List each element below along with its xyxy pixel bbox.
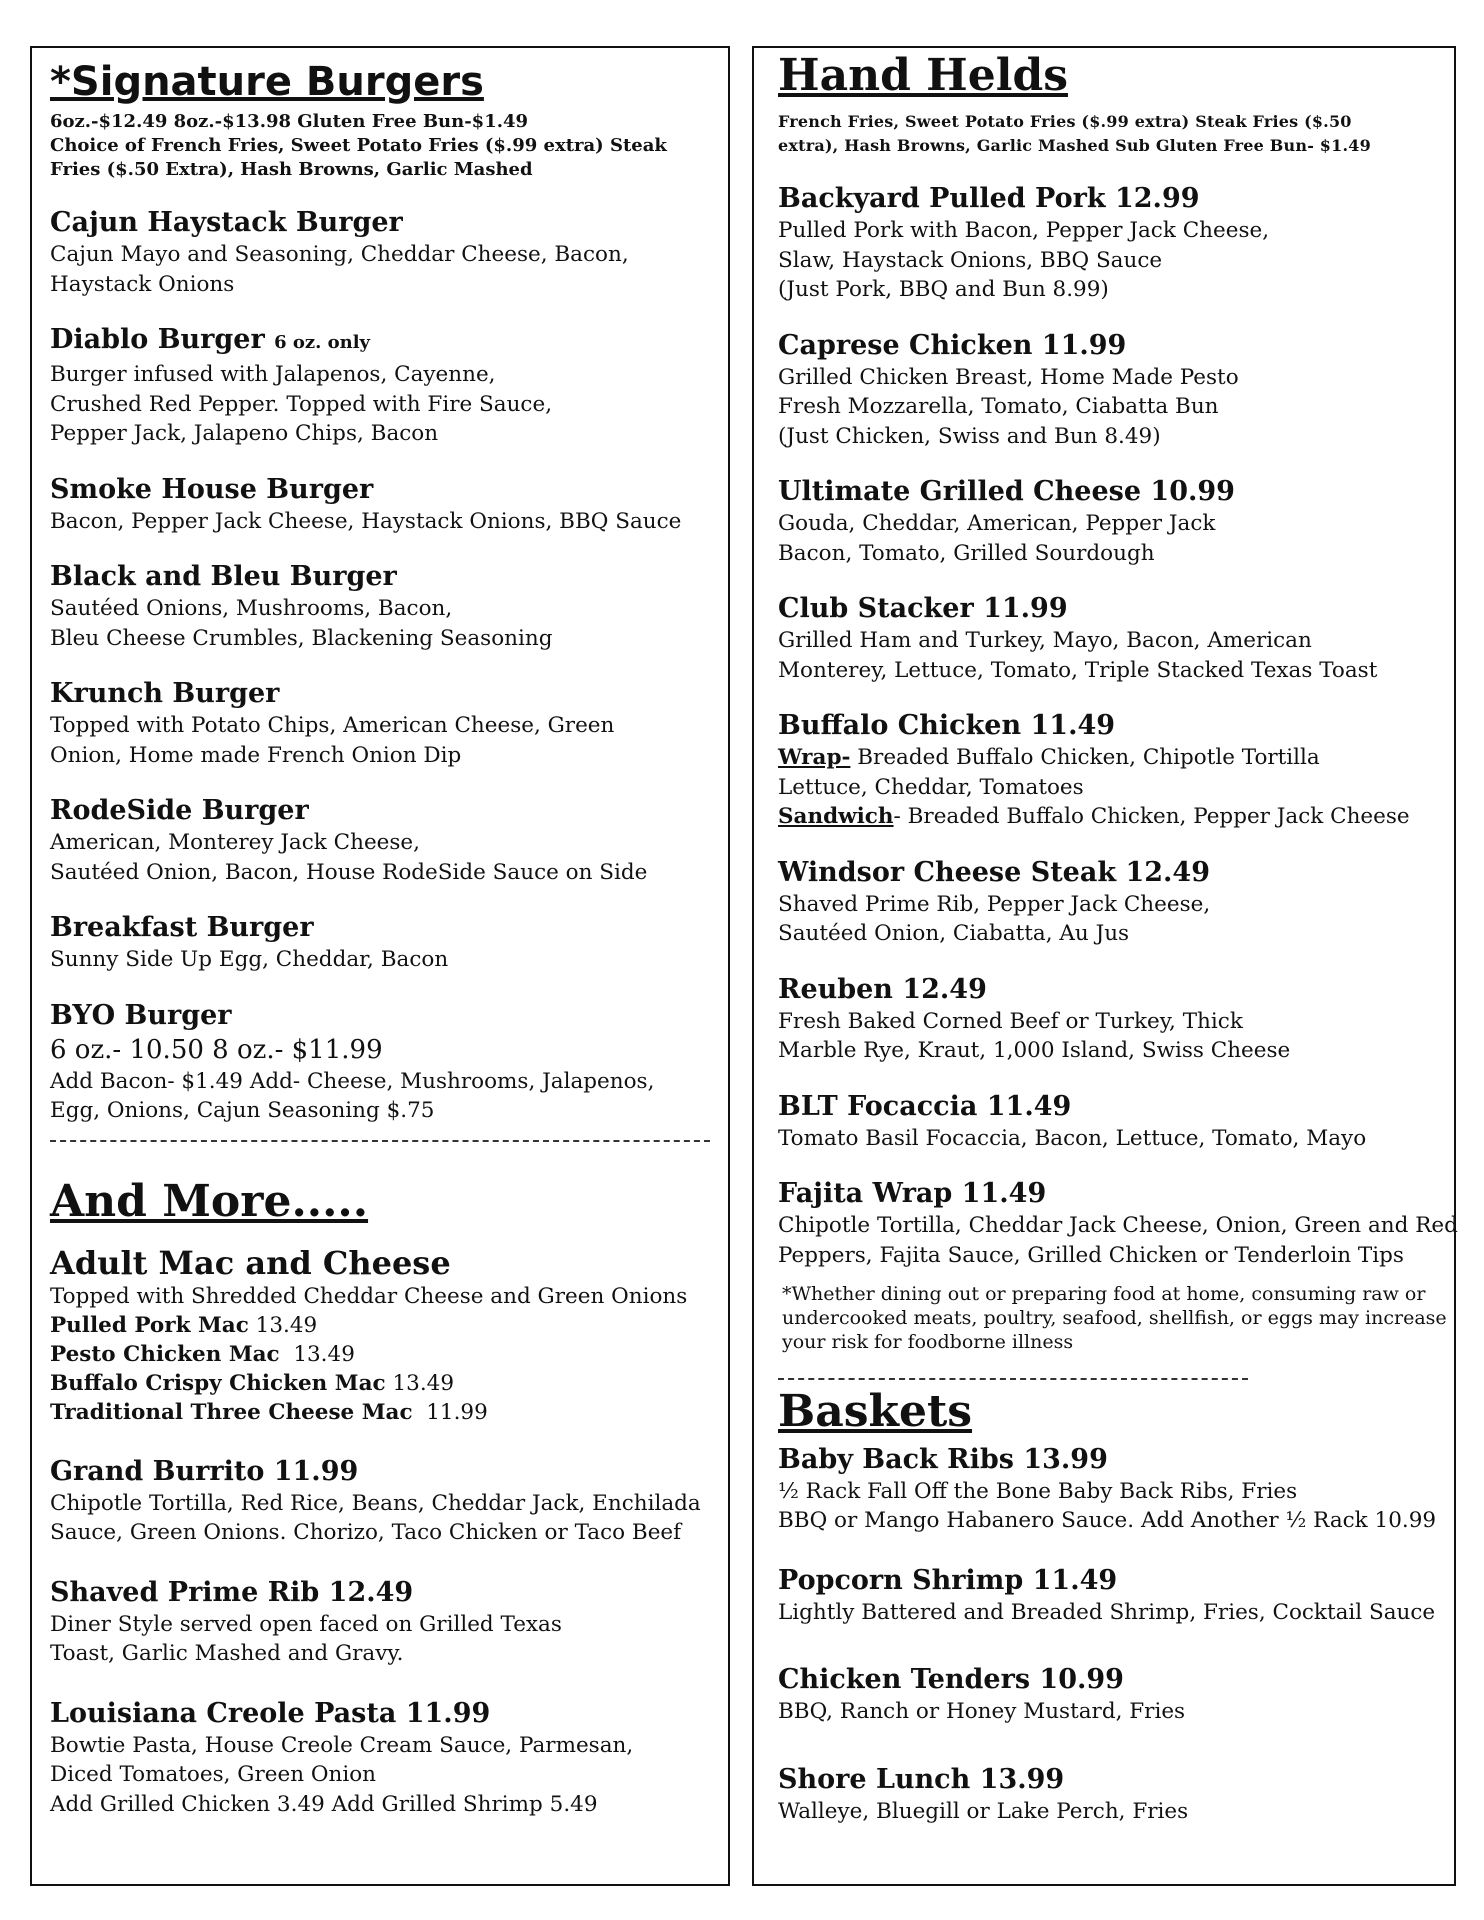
menu-item bbox=[50, 1576, 714, 1669]
item-name: Club Stacker 11.99 bbox=[778, 593, 1068, 625]
mac-option-name: Pesto Chicken Mac bbox=[50, 1341, 280, 1367]
disclaimer-line: your risk for foodborne illness bbox=[782, 1331, 1074, 1354]
disclaimer-line: *Whether dining out or preparing food at home, consuming raw or bbox=[782, 1283, 1426, 1306]
item-desc: Sautéed Onion, Bacon, House RodeSide Sauce on Side bbox=[50, 859, 648, 885]
and-more-title: And More..... bbox=[50, 1175, 369, 1227]
item-desc: Toast, Garlic Mashed and Gravy. bbox=[50, 1641, 404, 1667]
signature-burgers-title: *Signature Burgers bbox=[50, 59, 484, 105]
item-name: Backyard Pulled Pork 12.99 bbox=[778, 183, 1200, 215]
sandwich-label: Sandwich bbox=[778, 804, 894, 830]
item-desc: Pepper Jack, Jalapeno Chips, Bacon bbox=[50, 421, 439, 446]
item-desc: American, Monterey Jack Cheese, bbox=[50, 830, 420, 855]
mac-option bbox=[50, 1398, 714, 1427]
wrap-label: Wrap- bbox=[778, 745, 851, 771]
mac-desc: Topped with Shredded Cheddar Cheese and Green Onions bbox=[50, 1283, 688, 1309]
item-desc: Fresh Baked Corned Beef or Turkey, Thick bbox=[778, 1008, 1243, 1034]
item-desc: Fresh Mozzarella, Tomato, Ciabatta Bun bbox=[778, 394, 1219, 420]
mac-option-name: Buffalo Crispy Chicken Mac bbox=[50, 1370, 386, 1396]
item-desc: Sunny Side Up Egg, Cheddar, Bacon bbox=[50, 947, 449, 972]
menu-item bbox=[778, 1564, 1442, 1628]
item-desc: Diced Tomatoes, Green Onion bbox=[50, 1762, 377, 1788]
item-price-line: 6 oz.- 10.50 8 oz.- $11.99 bbox=[50, 1034, 383, 1065]
item-name: Cajun Haystack Burger bbox=[50, 207, 403, 238]
item-desc: Sauce, Green Onions. Chorizo, Taco Chicken or Taco Beef bbox=[50, 1520, 682, 1546]
menu-item bbox=[50, 794, 714, 887]
item-desc: (Just Chicken, Swiss and Bun 8.49) bbox=[778, 423, 1161, 449]
item-desc: Grilled Chicken Breast, Home Made Pesto bbox=[778, 364, 1239, 390]
item-desc: Gouda, Cheddar, American, Pepper Jack bbox=[778, 511, 1216, 537]
baskets-title: Baskets bbox=[778, 1386, 973, 1438]
item-name: Diablo Burger bbox=[50, 324, 265, 355]
item-desc: Peppers, Fajita Sauce, Grilled Chicken or Tenderloin Tips bbox=[778, 1242, 1404, 1268]
item-desc: Shaved Prime Rib, Pepper Jack Cheese, bbox=[778, 891, 1211, 917]
menu-item bbox=[778, 1663, 1442, 1727]
mac-option-name: Traditional Three Cheese Mac bbox=[50, 1399, 413, 1425]
menu-item bbox=[778, 1443, 1442, 1536]
mac-option-price: 13.49 bbox=[255, 1312, 318, 1338]
signature-note-line: Choice of French Fries, Sweet Potato Fries ($.99 extra) Steak bbox=[50, 135, 667, 156]
item-desc: Onion, Home made French Onion Dip bbox=[50, 742, 462, 768]
item-name: Louisiana Creole Pasta 11.99 bbox=[50, 1697, 491, 1729]
mac-option-price: 11.99 bbox=[426, 1399, 488, 1425]
item-desc: Pulled Pork with Bacon, Pepper Jack Cheese, bbox=[778, 218, 1270, 244]
item-name: BYO Burger bbox=[50, 999, 232, 1031]
menu-item bbox=[50, 1697, 714, 1820]
menu-item bbox=[778, 329, 1442, 452]
item-desc: BBQ or Mango Habanero Sauce. Add Another ½ Rack 10.99 bbox=[778, 1508, 1437, 1534]
item-desc: Topped with Potato Chips, American Cheese, Green bbox=[50, 713, 615, 738]
item-desc: ½ Rack Fall Off the Bone Baby Back Ribs, Fries bbox=[778, 1478, 1298, 1504]
item-name: Krunch Burger bbox=[50, 678, 280, 709]
sandwich-desc: - Breaded Buffalo Chicken, Pepper Jack Cheese bbox=[893, 804, 1410, 830]
menu-item bbox=[778, 592, 1442, 685]
mac-option bbox=[50, 1369, 714, 1398]
item-name: Buffalo Chicken 11.49 bbox=[778, 710, 1116, 742]
section-divider bbox=[50, 1140, 710, 1142]
item-name: RodeSide Burger bbox=[50, 795, 309, 826]
item-desc: Chipotle Tortilla, Red Rice, Beans, Cheddar Jack, Enchilada bbox=[50, 1490, 701, 1516]
mac-title: Adult Mac and Cheese bbox=[50, 1243, 451, 1282]
menu-item bbox=[50, 1455, 714, 1548]
hand-helds-title: Hand Helds bbox=[778, 50, 1068, 101]
item-desc: Bacon, Pepper Jack Cheese, Haystack Onions, BBQ Sauce bbox=[50, 508, 682, 534]
item-desc: Egg, Onions, Cajun Seasoning $.75 bbox=[50, 1098, 435, 1123]
mac-option bbox=[50, 1340, 714, 1369]
signature-note-line: 6oz.-$12.49 8oz.-$13.98 Gluten Free Bun-$1.49 bbox=[50, 111, 529, 132]
item-name: Fajita Wrap 11.49 bbox=[778, 1178, 1047, 1210]
buffalo-wrap-line bbox=[778, 743, 1442, 773]
hand-helds-panel bbox=[752, 46, 1456, 1886]
item-name: Ultimate Grilled Cheese 10.99 bbox=[778, 476, 1235, 508]
mac-and-cheese-block bbox=[50, 1244, 714, 1427]
item-name: Shore Lunch 13.99 bbox=[778, 1763, 1065, 1795]
item-desc: Monterey, Lettuce, Tomato, Triple Stacked Texas Toast bbox=[778, 657, 1378, 683]
menu-item bbox=[778, 1090, 1442, 1154]
section-divider bbox=[778, 1378, 1248, 1380]
item-desc: Sautéed Onions, Mushrooms, Bacon, bbox=[50, 596, 453, 621]
item-desc: (Just Pork, BBQ and Bun 8.99) bbox=[778, 277, 1109, 303]
signature-note-line: Fries ($.50 Extra), Hash Browns, Garlic Mashed bbox=[50, 159, 533, 180]
item-desc: BBQ, Ranch or Honey Mustard, Fries bbox=[778, 1699, 1186, 1725]
menu-item bbox=[778, 973, 1442, 1066]
item-desc: Bowtie Pasta, House Creole Cream Sauce, Parmesan, bbox=[50, 1732, 634, 1758]
item-desc: Walleye, Bluegill or Lake Perch, Fries bbox=[778, 1798, 1189, 1824]
menu-item bbox=[50, 206, 714, 299]
menu-item bbox=[778, 1763, 1442, 1827]
menu-item bbox=[778, 1177, 1458, 1270]
signature-note bbox=[50, 110, 714, 182]
hand-helds-note bbox=[778, 110, 1442, 158]
signature-burgers-panel bbox=[30, 46, 730, 1886]
item-desc: Slaw, Haystack Onions, BBQ Sauce bbox=[778, 247, 1163, 273]
item-desc: Lettuce, Cheddar, Tomatoes bbox=[778, 774, 1084, 800]
item-name: Caprese Chicken 11.99 bbox=[778, 329, 1127, 361]
item-name: Chicken Tenders 10.99 bbox=[778, 1664, 1124, 1696]
item-desc: Bleu Cheese Crumbles, Blackening Seasoning bbox=[50, 625, 553, 651]
item-name: Grand Burrito 11.99 bbox=[50, 1455, 359, 1487]
item-desc: Tomato Basil Focaccia, Bacon, Lettuce, Tomato, Mayo bbox=[778, 1125, 1367, 1151]
hand-helds-note-line: extra), Hash Browns, Garlic Mashed Sub Gluten Free Bun- $1.49 bbox=[778, 136, 1371, 156]
item-name: BLT Focaccia 11.49 bbox=[778, 1090, 1072, 1122]
menu-item bbox=[50, 473, 714, 537]
item-desc: Grilled Ham and Turkey, Mayo, Bacon, American bbox=[778, 628, 1312, 654]
menu-item bbox=[778, 182, 1442, 305]
menu-item bbox=[50, 560, 714, 653]
item-desc: Sautéed Onion, Ciabatta, Au Jus bbox=[778, 921, 1130, 947]
menu-item bbox=[50, 323, 714, 449]
food-safety-disclaimer bbox=[778, 1282, 1447, 1354]
menu-item bbox=[778, 709, 1442, 832]
item-name: Windsor Cheese Steak 12.49 bbox=[778, 856, 1210, 888]
buffalo-sandwich-line bbox=[778, 802, 1442, 832]
disclaimer-line: undercooked meats, poultry, seafood, shellfish, or eggs may increase bbox=[782, 1307, 1447, 1330]
menu-item bbox=[50, 999, 714, 1126]
item-desc: Diner Style served open faced on Grilled Texas bbox=[50, 1611, 562, 1637]
menu-item bbox=[50, 677, 714, 770]
item-name: Breakfast Burger bbox=[50, 912, 314, 943]
menu-item bbox=[778, 856, 1442, 949]
item-name: Popcorn Shrimp 11.49 bbox=[778, 1564, 1118, 1596]
hand-helds-note-line: French Fries, Sweet Potato Fries ($.99 extra) Steak Fries ($.50 bbox=[778, 112, 1352, 132]
item-name: Reuben 12.49 bbox=[778, 973, 987, 1005]
mac-option-name: Pulled Pork Mac bbox=[50, 1312, 249, 1338]
item-desc: Burger infused with Jalapenos, Cayenne, bbox=[50, 362, 496, 387]
item-name: Black and Bleu Burger bbox=[50, 561, 397, 592]
item-desc: Haystack Onions bbox=[50, 271, 235, 297]
menu-item bbox=[50, 911, 714, 975]
item-name: Baby Back Ribs 13.99 bbox=[778, 1443, 1108, 1475]
mac-option-price: 13.49 bbox=[392, 1370, 455, 1396]
item-qualifier: 6 oz. only bbox=[274, 332, 371, 353]
item-desc: Cajun Mayo and Seasoning, Cheddar Cheese, Bacon, bbox=[50, 242, 629, 267]
item-desc: Bacon, Tomato, Grilled Sourdough bbox=[778, 540, 1155, 566]
item-desc: Marble Rye, Kraut, 1,000 Island, Swiss Cheese bbox=[778, 1038, 1291, 1064]
item-desc: Crushed Red Pepper. Topped with Fire Sauce, bbox=[50, 391, 553, 417]
item-name: Shaved Prime Rib 12.49 bbox=[50, 1576, 414, 1608]
menu-item bbox=[778, 475, 1442, 568]
mac-option bbox=[50, 1311, 714, 1340]
item-desc: Add Bacon- $1.49 Add- Cheese, Mushrooms, Jalapenos, bbox=[50, 1068, 655, 1094]
item-desc: Add Grilled Chicken 3.49 Add Grilled Shrimp 5.49 bbox=[50, 1791, 598, 1817]
item-name-row bbox=[50, 323, 714, 360]
mac-option-price: 13.49 bbox=[293, 1341, 355, 1367]
item-name: Smoke House Burger bbox=[50, 473, 374, 505]
item-desc: Lightly Battered and Breaded Shrimp, Fries, Cocktail Sauce bbox=[778, 1599, 1436, 1625]
wrap-desc: Breaded Buffalo Chicken, Chipotle Tortilla bbox=[850, 745, 1320, 771]
item-desc: Chipotle Tortilla, Cheddar Jack Cheese, Onion, Green and Red bbox=[778, 1213, 1458, 1239]
